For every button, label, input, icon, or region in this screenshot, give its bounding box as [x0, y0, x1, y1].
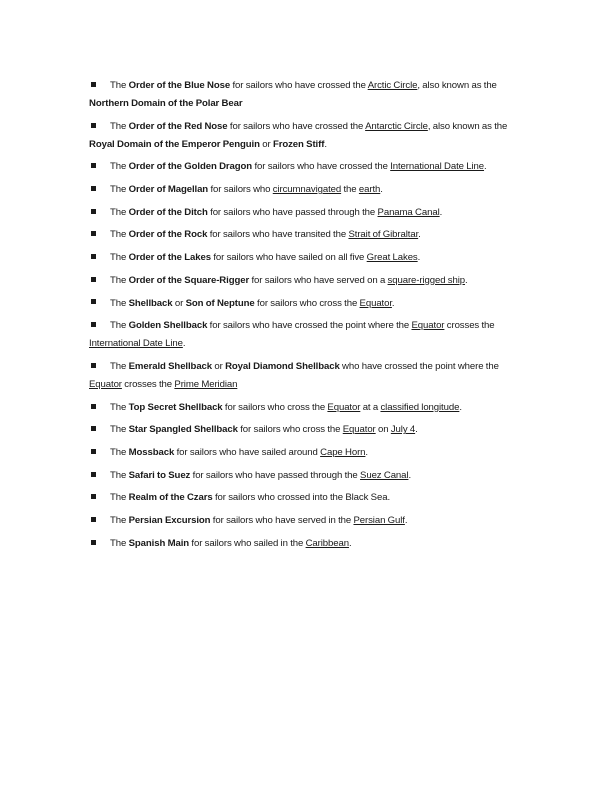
body-text: for sailors who have served on a: [249, 274, 388, 286]
list-item: [89, 399, 529, 417]
square-bullet-icon: [91, 123, 96, 128]
list-item: [89, 535, 529, 553]
body-text: The: [110, 320, 129, 332]
body-text: at a: [360, 401, 381, 413]
order-name: Emerald Shellback: [128, 360, 213, 372]
order-name: Persian Excursion: [128, 515, 211, 526]
body-text: .: [324, 138, 327, 150]
body-text: or: [212, 360, 226, 372]
order-name: Royal Diamond Shellback: [225, 360, 340, 372]
body-text: .: [418, 229, 421, 241]
hyperlink-text[interactable]: earth: [358, 184, 381, 196]
body-text: The: [110, 446, 129, 458]
list-item: [89, 444, 529, 462]
body-text: for sailors who have crossed the: [227, 120, 366, 132]
body-text: .: [404, 515, 408, 526]
order-name: Frozen Stiff: [272, 138, 325, 150]
body-text: .: [484, 161, 487, 173]
body-text: for sailors who: [208, 184, 273, 196]
body-text: for sailors who have transited the: [207, 229, 349, 241]
body-text: for sailors who have crossed the point where the: [207, 320, 412, 332]
list-item: [89, 77, 529, 113]
order-name: Order of the Blue Nose: [128, 80, 231, 91]
hyperlink-text[interactable]: Persian Gulf: [353, 515, 405, 526]
body-text: .: [408, 469, 412, 481]
body-text: The: [110, 229, 129, 241]
body-text: for sailors who have passed through the: [207, 206, 378, 218]
list-item: [89, 421, 529, 439]
square-bullet-icon: [91, 426, 96, 431]
order-name: Order of the Lakes: [128, 252, 211, 264]
list-item: [89, 512, 529, 530]
body-text: The: [110, 469, 129, 481]
hyperlink-text[interactable]: circumnavigated: [272, 184, 342, 196]
body-text: The: [110, 120, 129, 132]
hyperlink-text[interactable]: Cape Horn: [320, 446, 366, 458]
body-text: for sailors who have sailed on all five: [210, 252, 367, 264]
body-text: for sailors who have passed through the: [190, 469, 361, 481]
order-name: Order of the Square-Rigger: [128, 274, 250, 286]
hyperlink-text[interactable]: Strait of Gibraltar: [348, 229, 419, 241]
hyperlink-text[interactable]: Prime Meridian: [174, 378, 238, 390]
body-text: The: [110, 161, 129, 173]
order-name: Top Secret Shellback: [128, 401, 223, 413]
square-bullet-icon: [91, 363, 96, 368]
body-text: for sailors who have crossed the: [230, 80, 368, 91]
square-bullet-icon: [91, 209, 96, 214]
hyperlink-text[interactable]: Great Lakes: [366, 252, 418, 264]
list-item: [89, 295, 529, 313]
list-item: [89, 317, 529, 353]
body-text: .: [417, 252, 421, 264]
hyperlink-text[interactable]: Arctic Circle: [367, 80, 418, 91]
hyperlink-text[interactable]: Equator: [327, 401, 361, 413]
body-text: .: [415, 424, 418, 436]
body-text: The: [110, 424, 129, 436]
body-text: .: [439, 206, 443, 218]
body-text: The: [110, 537, 129, 549]
body-text: on: [375, 424, 391, 436]
order-name: Mossback: [128, 446, 175, 458]
order-name: Northern Domain of the Polar Bear: [89, 98, 243, 109]
hyperlink-text[interactable]: International Date Line: [89, 338, 183, 350]
order-name: Royal Domain of the Emperor Penguin: [89, 138, 260, 150]
hyperlink-text[interactable]: Equator: [411, 320, 445, 332]
list-item: [89, 358, 529, 394]
body-text: .: [380, 184, 383, 196]
body-text: The: [110, 297, 129, 309]
body-text: crosses the: [444, 320, 495, 332]
square-bullet-icon: [91, 517, 96, 522]
order-name: Son of Neptune: [185, 297, 255, 309]
body-text: for sailors who have served in the: [210, 515, 354, 526]
body-text: .: [348, 537, 352, 549]
order-name: Order of the Red Nose: [128, 120, 228, 132]
order-name: Spanish Main: [128, 537, 190, 549]
square-bullet-icon: [91, 254, 96, 259]
hyperlink-text[interactable]: July 4: [390, 424, 416, 436]
body-text: for sailors who have sailed around: [174, 446, 321, 458]
order-name: Shellback: [128, 297, 173, 309]
body-text: .: [365, 446, 368, 458]
hyperlink-text[interactable]: classified longitude: [380, 401, 460, 413]
body-text: The: [110, 206, 129, 218]
order-name: Realm of the Czars: [128, 492, 213, 504]
list-item: [89, 249, 529, 267]
square-bullet-icon: [91, 404, 96, 409]
order-name: Order of the Golden Dragon: [128, 161, 253, 173]
square-bullet-icon: [91, 163, 96, 168]
body-text: who have crossed the point where the: [339, 360, 499, 372]
body-text: The: [110, 360, 129, 372]
order-name: Golden Shellback: [128, 320, 208, 332]
square-bullet-icon: [91, 299, 96, 304]
body-text: , also known as the: [427, 120, 508, 132]
body-text: The: [110, 184, 129, 196]
hyperlink-text[interactable]: square-rigged ship: [387, 274, 466, 286]
hyperlink-text[interactable]: Suez Canal: [360, 469, 409, 481]
list-item: [89, 181, 529, 199]
body-text: crosses the: [121, 378, 175, 390]
hyperlink-text[interactable]: Equator: [89, 378, 122, 390]
body-text: or: [259, 138, 273, 150]
square-bullet-icon: [91, 82, 96, 87]
body-text: .: [182, 338, 186, 350]
hyperlink-text[interactable]: Caribbean: [305, 537, 349, 549]
body-text: for sailors who cross the: [237, 424, 343, 436]
list-item: [89, 118, 529, 154]
body-text: The: [110, 274, 129, 286]
body-text: .: [459, 401, 462, 413]
hyperlink-text[interactable]: Panama Canal: [377, 206, 440, 218]
body-text: , also known as the: [417, 80, 497, 91]
square-bullet-icon: [91, 494, 96, 499]
order-name: Safari to Suez: [128, 469, 191, 481]
body-text: The: [110, 80, 129, 91]
list-item: [89, 204, 529, 222]
body-text: .: [391, 297, 395, 309]
body-text: for sailors who cross the: [254, 297, 360, 309]
body-text: The: [110, 401, 129, 413]
list-item: [89, 272, 529, 290]
body-text: for sailors who sailed in the: [189, 537, 306, 549]
square-bullet-icon: [91, 277, 96, 282]
body-text: for sailors who crossed into the Black Sea.: [212, 492, 391, 504]
order-name: Star Spangled Shellback: [128, 424, 238, 436]
square-bullet-icon: [91, 540, 96, 545]
list-item: [89, 158, 529, 176]
order-name: Order of the Ditch: [128, 206, 208, 218]
square-bullet-icon: [91, 472, 96, 477]
body-text: for sailors who cross the: [222, 401, 328, 413]
body-text: for sailors who have crossed the: [252, 161, 391, 173]
list-item: [89, 489, 529, 507]
square-bullet-icon: [91, 449, 96, 454]
square-bullet-icon: [91, 231, 96, 236]
body-text: .: [465, 274, 468, 286]
list-item: [89, 467, 529, 485]
order-name: Order of the Rock: [128, 229, 208, 241]
body-text: the: [341, 184, 359, 196]
square-bullet-icon: [91, 186, 96, 191]
hyperlink-text[interactable]: International Date Line: [390, 161, 485, 173]
line-crossing-orders-list: [89, 77, 529, 557]
body-text: The: [110, 515, 129, 526]
order-name: Order of Magellan: [128, 184, 209, 196]
square-bullet-icon: [91, 322, 96, 327]
hyperlink-text[interactable]: Equator: [359, 297, 392, 309]
body-text: The: [110, 492, 129, 504]
body-text: The: [110, 252, 129, 264]
list-item: [89, 226, 529, 244]
body-text: or: [172, 297, 186, 309]
hyperlink-text[interactable]: Antarctic Circle: [365, 120, 428, 132]
hyperlink-text[interactable]: Equator: [342, 424, 376, 436]
